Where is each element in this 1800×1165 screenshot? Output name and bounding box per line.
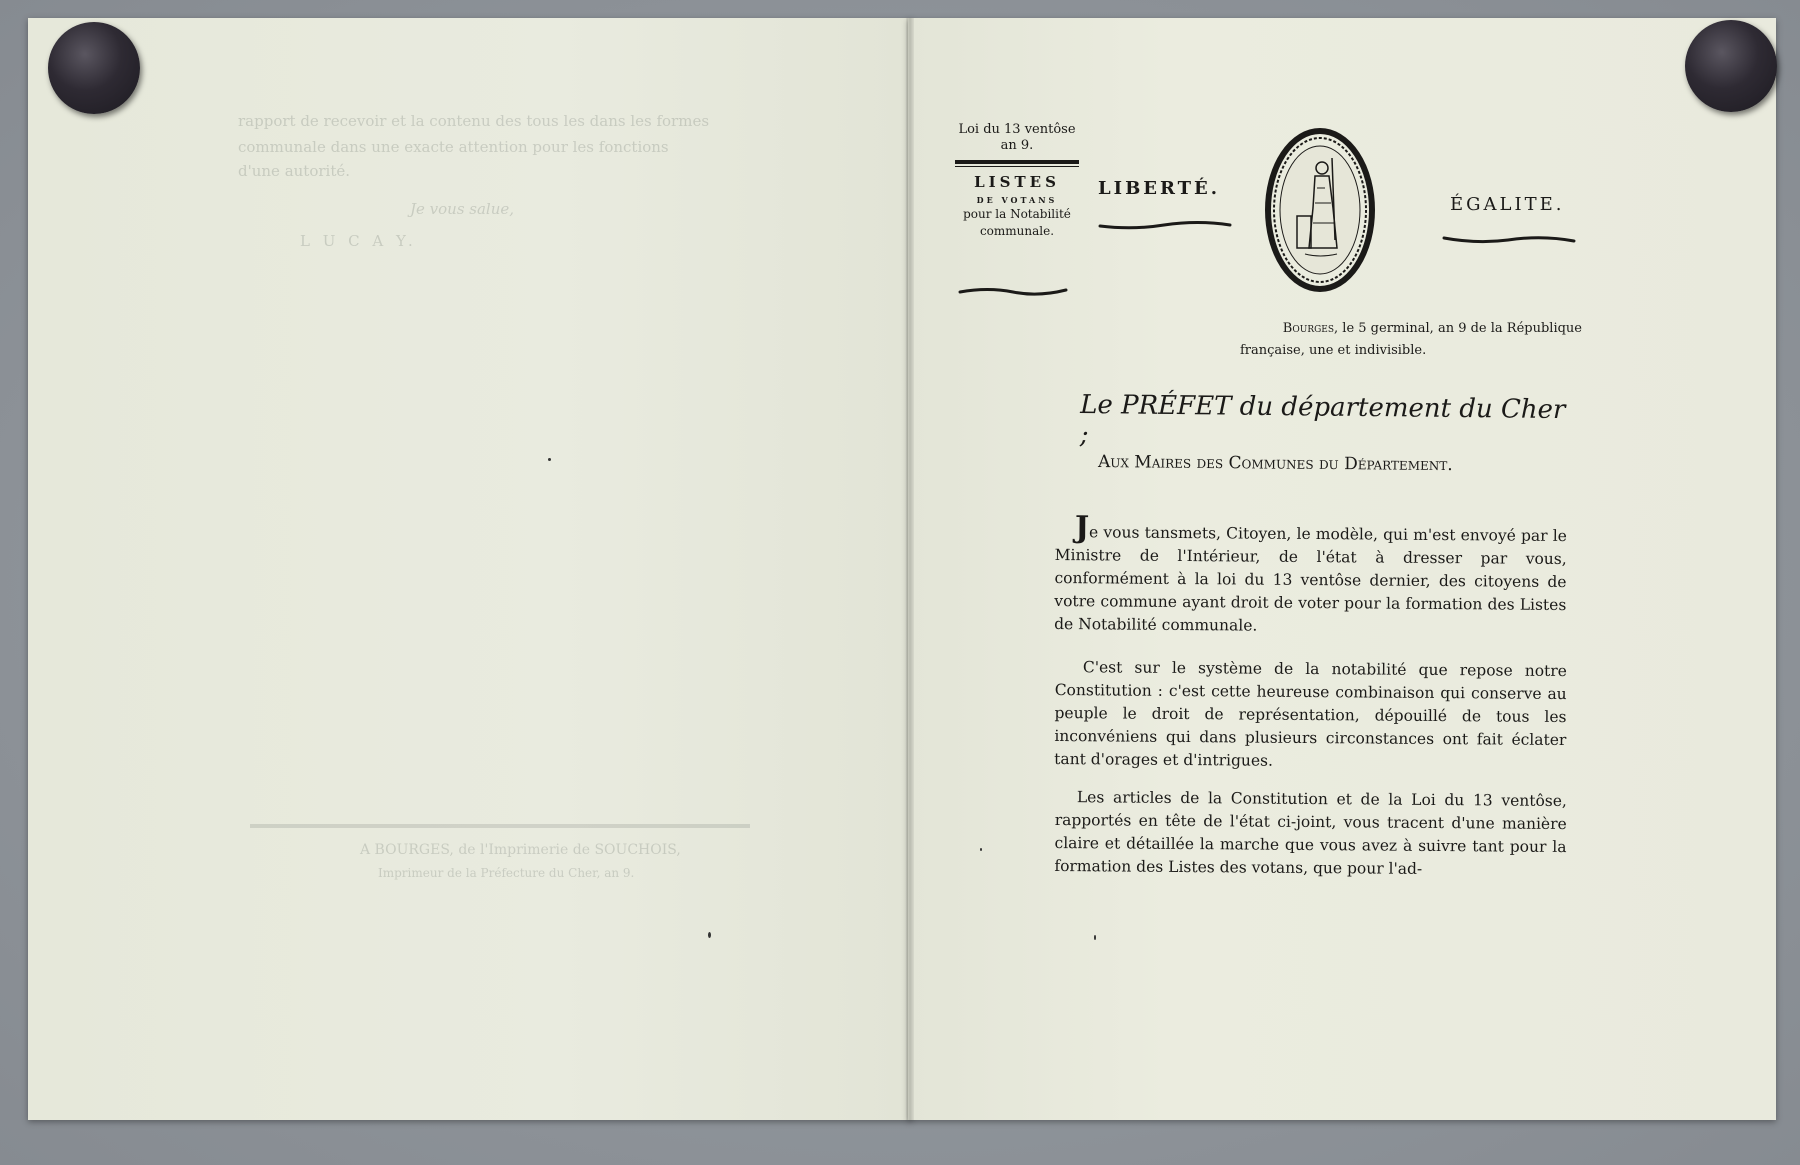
date-line-1: le 5 germinal, an 9 de la République	[1342, 321, 1582, 336]
bleed-line-1: rapport de recevoir et la contenu des tous les dans les formes	[238, 112, 710, 130]
notabilite-label: pour la Notabilité	[963, 207, 1071, 221]
left-page	[28, 18, 912, 1120]
communale-label: communale.	[979, 224, 1055, 238]
listes-label: LISTES	[974, 173, 1060, 191]
flourish-liberte	[1098, 218, 1232, 232]
flourish-lawbox	[958, 286, 1068, 298]
rule-thick	[955, 160, 1079, 164]
law-box	[955, 122, 1079, 239]
bleed-line-7: Imprimeur de la Préfecture du Cher, an 9.	[378, 866, 635, 880]
paper-speck	[548, 458, 551, 461]
paper-speck	[708, 932, 711, 938]
flourish-egalite	[1442, 232, 1576, 246]
place-name: Bourges,	[1282, 321, 1339, 336]
votans-label: DE VOTANS	[976, 195, 1058, 205]
paragraph-1	[1054, 510, 1567, 640]
push-pin-left	[48, 22, 140, 114]
paragraph-2: C'est sur le système de la notabilité que repose notre Constitution : c'est cette heureuse combinaison qui conserve au peuple le droit de représentation, dépouillé de tous les inconvéniens qui dans plusieurs circonstances ont fait éclater tant d'orages et d'intrigues.	[1054, 658, 1567, 770]
page-fold	[906, 18, 914, 1120]
push-pin-right	[1685, 20, 1777, 112]
law-title: Loi du 13 ventôse	[958, 122, 1076, 137]
motto-egalite: ÉGALITE.	[1450, 194, 1565, 215]
bleed-line-2: communale dans une exacte attention pour les fonctions	[238, 138, 669, 156]
prefet-heading: Le PRÉFET du département du Cher ;	[1079, 390, 1566, 451]
drop-cap: J	[1074, 510, 1090, 546]
rule-thin	[955, 166, 1079, 167]
bleed-rule	[250, 824, 750, 828]
paper-speck	[980, 848, 982, 851]
republic-seal-icon	[1265, 128, 1375, 292]
motto-liberte: LIBERTÉ.	[1098, 178, 1221, 199]
date-line-2: française, une et indivisible.	[1240, 343, 1427, 358]
paragraph-1-text: e vous tansmets, Citoyen, le modèle, qui m'est envoyé par le Ministre de l'Intérieur, de l'état à dresser par vous, conformément à la loi du 13 ventôse dernier, des citoyens de votre commune ayant droit de voter pour la formation des Listes de Notabilité communale.	[1054, 523, 1567, 635]
paragraph-3: Les articles de la Constitution et de la Loi du 13 ventôse, rapportés en tête de l'état ci-joint, vous tracent d'une manière claire et détaillée la marche que vous avez à suivre tant pour la formation des Listes des votans, que pour l'ad-	[1054, 788, 1567, 878]
bleed-line-5: L U C A Y.	[300, 232, 417, 250]
place-date	[1222, 318, 1582, 362]
bleed-line-6: A BOURGES, de l'Imprimerie de SOUCHOIS,	[360, 842, 681, 858]
bleed-line-3: d'une autorité.	[238, 162, 350, 180]
bleed-line-4: Je vous salue,	[410, 200, 515, 218]
paper-speck	[1094, 935, 1096, 940]
addressee: Aux Maires des Communes du Département.	[1097, 452, 1453, 476]
law-year: an 9.	[1000, 138, 1034, 153]
